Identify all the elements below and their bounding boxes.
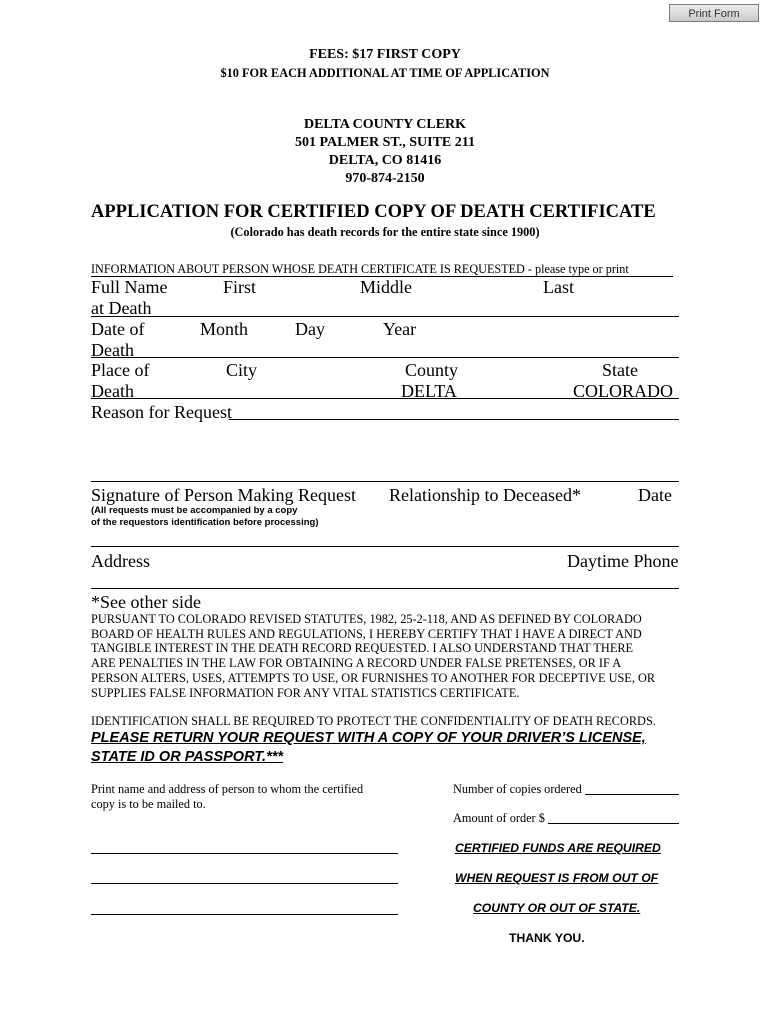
at-death-label: at Death [91,298,152,318]
daytime-phone-label: Daytime Phone [567,551,679,571]
mail-to-label-1: Print name and address of person to whom the certified [91,782,364,796]
certification-line: TANGIBLE INTEREST IN THE DEATH RECORD REQUESTED. I ALSO UNDERSTAND THAT THERE [91,641,634,656]
last-name-label: Last [543,277,574,297]
signature-note-1: (All requests must be accompanied by a copy [91,505,298,516]
date-of-death-line[interactable] [91,357,679,358]
copies-ordered-line[interactable] [585,794,679,795]
full-name-line[interactable] [91,316,679,317]
first-name-label: First [223,277,257,297]
address-top-line[interactable] [91,546,679,547]
state-label: State [602,360,638,380]
print-form-button[interactable]: Print Form [669,4,759,22]
month-label: Month [200,319,249,339]
place-of-death-line[interactable] [91,398,679,399]
state-value: COLORADO [573,381,674,401]
clerk-phone: 970-874-2150 [345,171,425,186]
copies-ordered-label: Number of copies ordered [453,782,582,796]
amount-of-order-line[interactable] [548,823,679,824]
mail-to-line-2[interactable] [91,883,398,884]
signature-note-2: of the requestors identification before processing) [91,517,319,528]
death-place-label: Death [91,381,134,401]
address-label: Address [91,551,150,571]
city-label: City [226,360,258,380]
form-subtitle: (Colorado has death records for the entire state since 1900) [230,225,540,239]
certification-text [91,612,691,700]
date-label: Date [638,485,672,505]
amount-of-order-label: Amount of order $ [453,811,545,825]
mail-to-line-3[interactable] [91,914,398,915]
day-label: Day [295,319,325,339]
fees-additional: $10 FOR EACH ADDITIONAL AT TIME OF APPLICATION [220,66,550,80]
reason-line[interactable] [229,419,679,420]
identification-notice: IDENTIFICATION SHALL BE REQUIRED TO PROTECT THE CONFIDENTIALITY OF DEATH RECORDS. [91,714,656,728]
mail-to-label-2: copy is to be mailed to. [91,797,206,811]
certification-line: PERSON ALTERS, USES, ATTEMPTS TO USE, OR FURNISHES TO ANOTHER FOR DECEPTIVE USE, OR [91,670,656,685]
year-label: Year [383,319,417,339]
address-line[interactable] [91,588,679,589]
mail-to-line-1[interactable] [91,853,398,854]
certification-line: PURSUANT TO COLORADO REVISED STATUTES, 1982, 25-2-118, AND AS DEFINED BY COLORADO [91,612,642,626]
certification-line: BOARD OF HEALTH RULES AND REGULATIONS, I HEREBY CERTIFY THAT I HAVE A DIRECT AND [91,626,642,641]
clerk-city: DELTA, CO 81416 [328,153,442,168]
certification-line: ARE PENALTIES IN THE LAW FOR OBTAINING A RECORD UNDER FALSE PRETENSES, OR IF A [91,656,622,671]
clerk-street: 501 PALMER ST., SUITE 211 [295,135,475,150]
county-value: DELTA [401,381,457,401]
funds-notice-3: COUNTY OR OUT OF STATE. [473,901,641,915]
return-notice-1: PLEASE RETURN YOUR REQUEST WITH A COPY OF YOUR DRIVER’S LICENSE, [91,730,646,746]
county-label: County [405,360,459,380]
form-title: APPLICATION FOR CERTIFIED COPY OF DEATH CERTIFICATE [91,202,656,222]
clerk-name: DELTA COUNTY CLERK [303,117,467,132]
funds-notice-1: CERTIFIED FUNDS ARE REQUIRED [455,841,661,855]
signature-line[interactable] [91,481,679,482]
fees-first-copy: FEES: $17 FIRST COPY [309,47,461,62]
date-of-label: Date of [91,319,145,339]
return-notice-2: STATE ID OR PASSPORT.*** [91,749,284,765]
place-of-label: Place of [91,360,150,380]
middle-name-label: Middle [360,277,412,297]
thank-you: THANK YOU. [509,931,585,945]
certification-line: SUPPLIES FALSE INFORMATION FOR ANY VITAL STATISTICS CERTIFICATE. [91,685,520,700]
see-other-side: *See other side [91,592,201,612]
signature-label: Signature of Person Making Request [91,485,356,505]
full-name-label: Full Name [91,277,168,297]
relationship-label: Relationship to Deceased* [389,485,581,505]
info-heading: INFORMATION ABOUT PERSON WHOSE DEATH CERTIFICATE IS REQUESTED - please type or print [91,262,629,276]
reason-label: Reason for Request [91,402,232,422]
death-date-label: Death [91,340,134,360]
funds-notice-2: WHEN REQUEST IS FROM OUT OF [455,871,659,885]
